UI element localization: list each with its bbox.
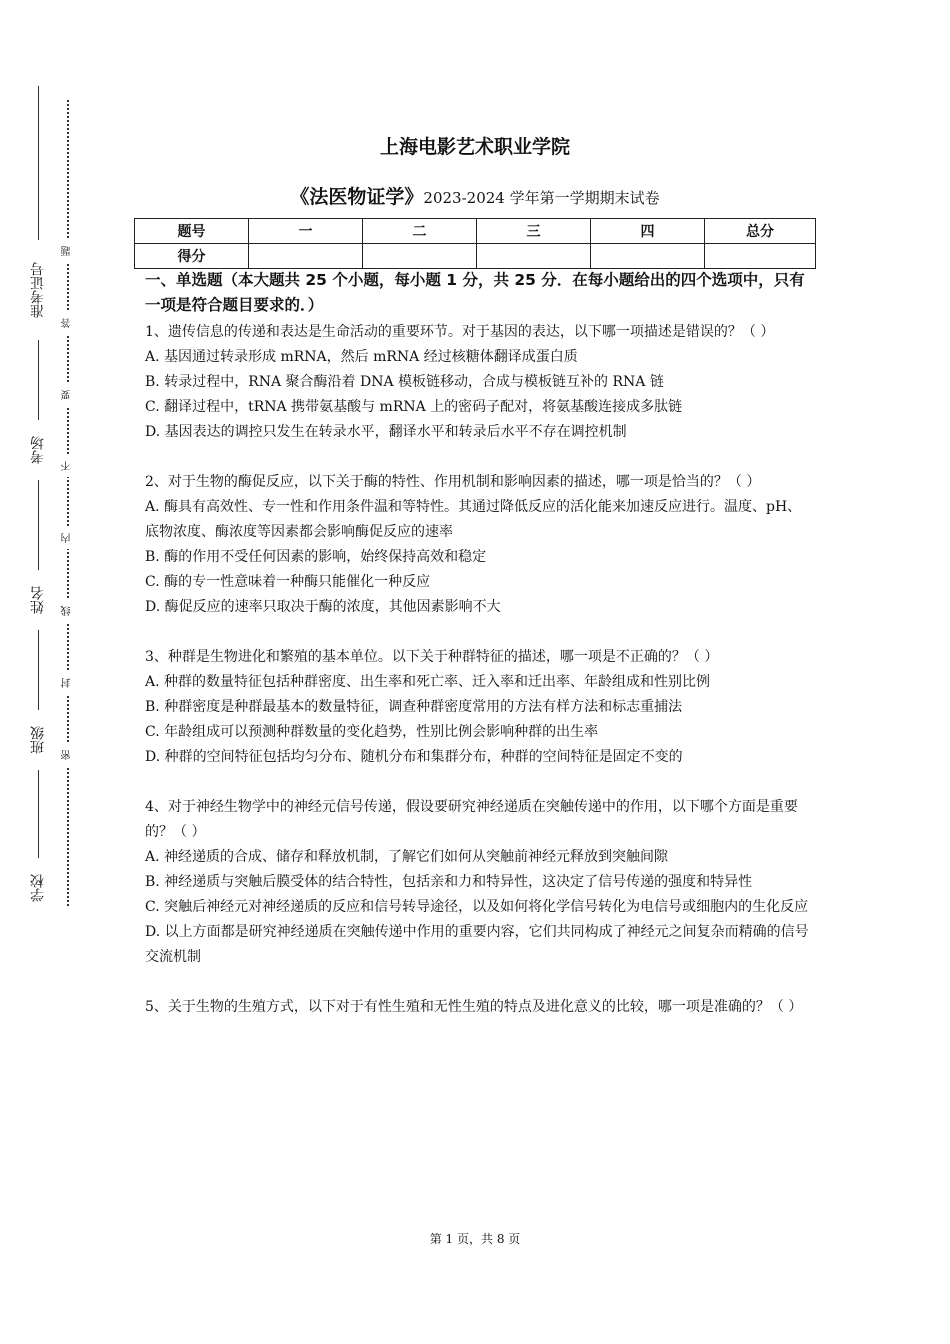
exam-room-label: 考场 <box>23 420 53 480</box>
option-c: C. 突触后神经元对神经递质的反应和信号转导途径，以及如何将化学信号转化为电信号或细胞内的生化反应 <box>145 899 809 915</box>
option-c: C. 翻译过程中，tRNA 携带氨基酸与 mRNA 上的密码子配对，将氨基酸连接成多肽链 <box>145 399 683 415</box>
score-input-cell[interactable] <box>705 244 816 269</box>
question-1 <box>145 320 811 445</box>
option-d: D. 酶促反应的速率只取决于酶的浓度，其他因素影响不大 <box>145 599 501 615</box>
school-label: 学校 <box>23 858 53 918</box>
section-heading: 一、单选题（本大题共 25 个小题，每小题 1 分，共 25 分．在每小题给出的四个选项中，只有一项是符合题目要求的．） <box>145 271 805 314</box>
score-input-cell[interactable] <box>363 244 477 269</box>
seal-char: 内 <box>60 527 76 549</box>
option-b: B. 酶的作用不受任何因素的影响，始终保持高效和稳定 <box>145 549 487 565</box>
score-header-cell: 二 <box>363 219 477 244</box>
question-stem: 2、对于生物的酶促反应，以下关于酶的特性、作用机制和影响因素的描述，哪一项是恰当的？（ ） <box>145 474 761 490</box>
score-header-cell: 题号 <box>135 219 249 244</box>
seal-char: 不 <box>60 455 76 477</box>
course-name: 《法医物证学》 <box>290 186 424 208</box>
score-input-cell[interactable] <box>591 244 705 269</box>
question-3 <box>145 645 811 770</box>
page-number: 第 1 页，共 8 页 <box>429 1232 521 1246</box>
name-label: 姓名 <box>23 570 53 630</box>
score-header-row <box>135 219 816 244</box>
seal-char: 要 <box>60 384 76 406</box>
option-d: D. 基因表达的调控只发生在转录水平，翻译水平和转录后水平不存在调控机制 <box>145 424 627 440</box>
score-header-cell: 总分 <box>705 219 816 244</box>
question-4 <box>145 795 811 970</box>
score-input-cell[interactable] <box>249 244 363 269</box>
seal-line <box>67 100 69 906</box>
option-d: D. 种群的空间特征包括均匀分布、随机分布和集群分布，种群的空间特征是固定不变的 <box>145 749 683 765</box>
option-d: D. 以上方面都是研究神经递质在突触传递中作用的重要内容，它们共同构成了神经元之间复杂而精确的信号交流机制 <box>145 924 809 965</box>
score-header-cell: 三 <box>477 219 591 244</box>
exam-subtitle <box>0 182 950 209</box>
score-header-cell: 一 <box>249 219 363 244</box>
option-a: A. 基因通过转录形成 mRNA，然后 mRNA 经过核糖体翻译成蛋白质 <box>145 349 578 365</box>
score-header-cell: 四 <box>591 219 705 244</box>
question-stem: 3、种群是生物进化和繁殖的基本单位。以下关于种群特征的描述，哪一项是不正确的？（ ） <box>145 649 719 665</box>
exam-content <box>145 268 811 1045</box>
score-value-row <box>135 244 816 269</box>
option-c: C. 酶的专一性意味着一种酶只能催化一种反应 <box>145 574 431 590</box>
score-label-cell: 得分 <box>135 244 249 269</box>
option-b: B. 转录过程中，RNA 聚合酶沿着 DNA 模板链移动，合成与模板链互补的 RNA 链 <box>145 374 664 390</box>
option-a: A. 酶具有高效性、专一性和作用条件温和等特性。其通过降低反应的活化能来加速反应进行。温度、pH、底物浓度、酶浓度等因素都会影响酶促反应的速率 <box>145 499 802 540</box>
question-5 <box>145 995 811 1020</box>
option-a: A. 种群的数量特征包括种群密度、出生率和死亡率、迁入率和迁出率、年龄组成和性别比例 <box>145 674 711 690</box>
option-b: B. 种群密度是种群最基本的数量特征，调查种群密度常用的方法有样方法和标志重捕法 <box>145 699 683 715</box>
seal-char: 答 <box>60 312 76 334</box>
score-input-cell[interactable] <box>477 244 591 269</box>
exam-id-label: 准考证号 <box>23 240 53 340</box>
score-table <box>134 218 816 269</box>
question-stem: 4、对于神经生物学中的神经元信号传递，假设要研究神经递质在突触传递中的作用，以下哪个方面是重要的？（ ） <box>145 799 798 840</box>
seal-char: 题 <box>60 240 76 262</box>
seal-char: 密 <box>60 744 76 766</box>
school-title: 上海电影艺术职业学院 <box>379 136 570 158</box>
option-a: A. 神经递质的合成、储存和释放机制，了解它们如何从突触前神经元释放到突触间隙 <box>145 849 669 865</box>
question-stem: 1、遗传信息的传递和表达是生命活动的重要环节。对于基因的表达，以下哪一项描述是错误的？（ ） <box>145 324 775 340</box>
question-2 <box>145 470 811 620</box>
seal-char: 封 <box>60 672 76 694</box>
option-c: C. 年龄组成可以预测种群数量的变化趋势，性别比例会影响种群的出生率 <box>145 724 599 740</box>
class-label: 班级 <box>23 710 53 770</box>
seal-char: 线 <box>60 600 76 622</box>
option-b: B. 神经递质与突触后膜受体的结合特性，包括亲和力和特异性，这决定了信号传递的强度和特异性 <box>145 874 753 890</box>
question-stem: 5、关于生物的生殖方式，以下对于有性生殖和无性生殖的特点及进化意义的比较，哪一项是准确的？（ ） <box>145 999 803 1015</box>
term-text: 2023-2024 学年第一学期期末试卷 <box>423 189 660 207</box>
